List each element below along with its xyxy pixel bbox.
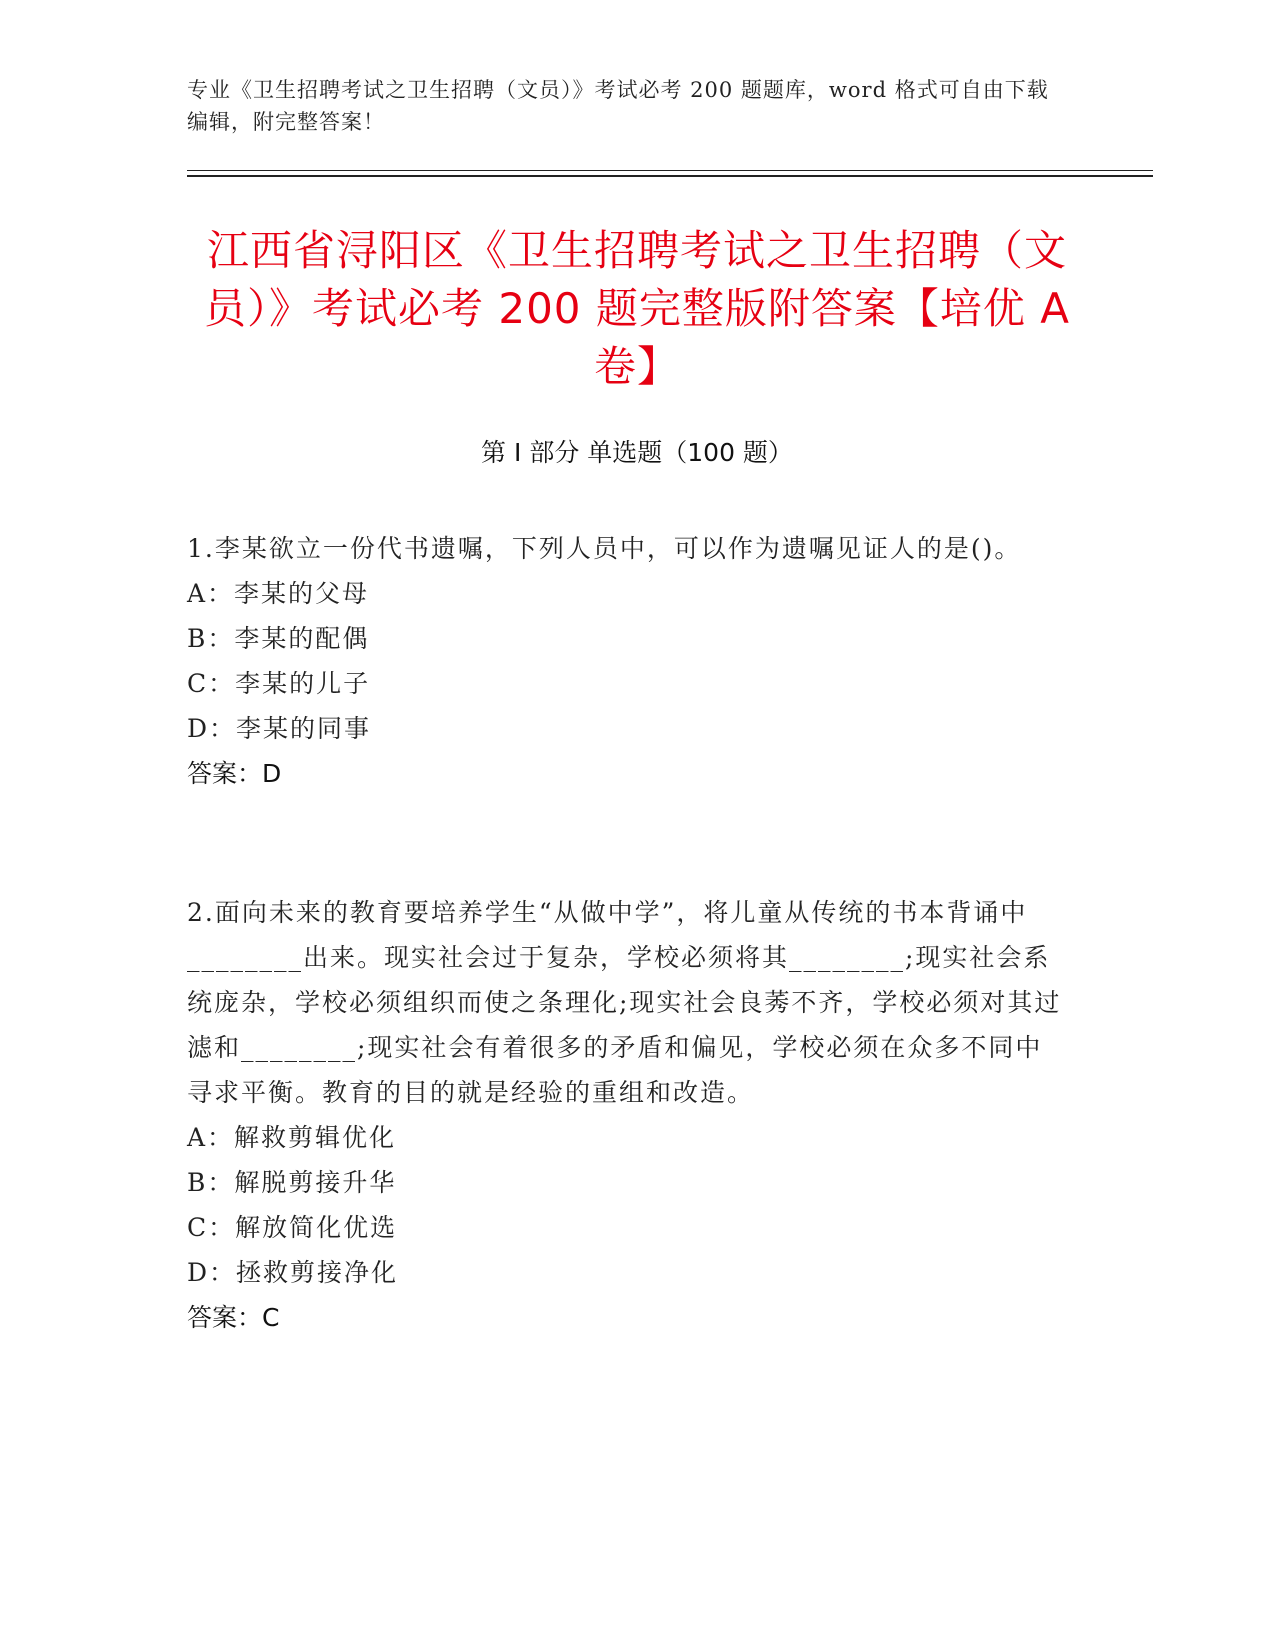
question-1 xyxy=(187,526,1067,797)
header-rule-thick xyxy=(187,175,1153,177)
question-stem: 2.面向未来的教育要培养学生“从做中学”，将儿童从传统的书本背诵中________出来。现实社会过于复杂，学校必须将其________;现实社会系统庞杂，学校必须组织而使之条理化;现实社会良莠不齐，学校必须对其过滤和________;现实社会有着很多的矛盾和偏见，学校必须在众多不同中寻求平衡。教育的目的就是经验的重组和改造。 xyxy=(187,898,1062,1107)
option-b: B：李某的配偶 xyxy=(187,624,370,653)
question-stem: 1.李某欲立一份代书遗嘱，下列人员中，可以作为遗嘱见证人的是()。 xyxy=(187,534,1022,563)
option-a: A：解救剪辑优化 xyxy=(187,1123,397,1152)
option-c: C：解放简化优选 xyxy=(187,1213,398,1242)
option-c: C：李某的儿子 xyxy=(187,669,371,698)
section-heading: 第 I 部分 单选题（100 题） xyxy=(481,438,793,467)
answer: 答案：D xyxy=(187,759,282,788)
header-note: 专业《卫生招聘考试之卫生招聘（文员）》考试必考 200 题题库，word 格式可自由下载编辑，附完整答案！ xyxy=(187,78,1049,134)
header-rule-thin xyxy=(187,170,1153,171)
option-a: A：李某的父母 xyxy=(187,579,370,608)
option-d: D：拯救剪接净化 xyxy=(187,1258,399,1287)
document-title: 江西省浔阳区《卫生招聘考试之卫生招聘（文员）》考试必考 200 题完整版附答案【培优 A 卷】 xyxy=(204,226,1070,391)
option-d: D：李某的同事 xyxy=(187,714,372,743)
option-b: B：解脱剪接升华 xyxy=(187,1168,397,1197)
answer: 答案：C xyxy=(187,1303,280,1332)
question-2 xyxy=(187,890,1067,1341)
